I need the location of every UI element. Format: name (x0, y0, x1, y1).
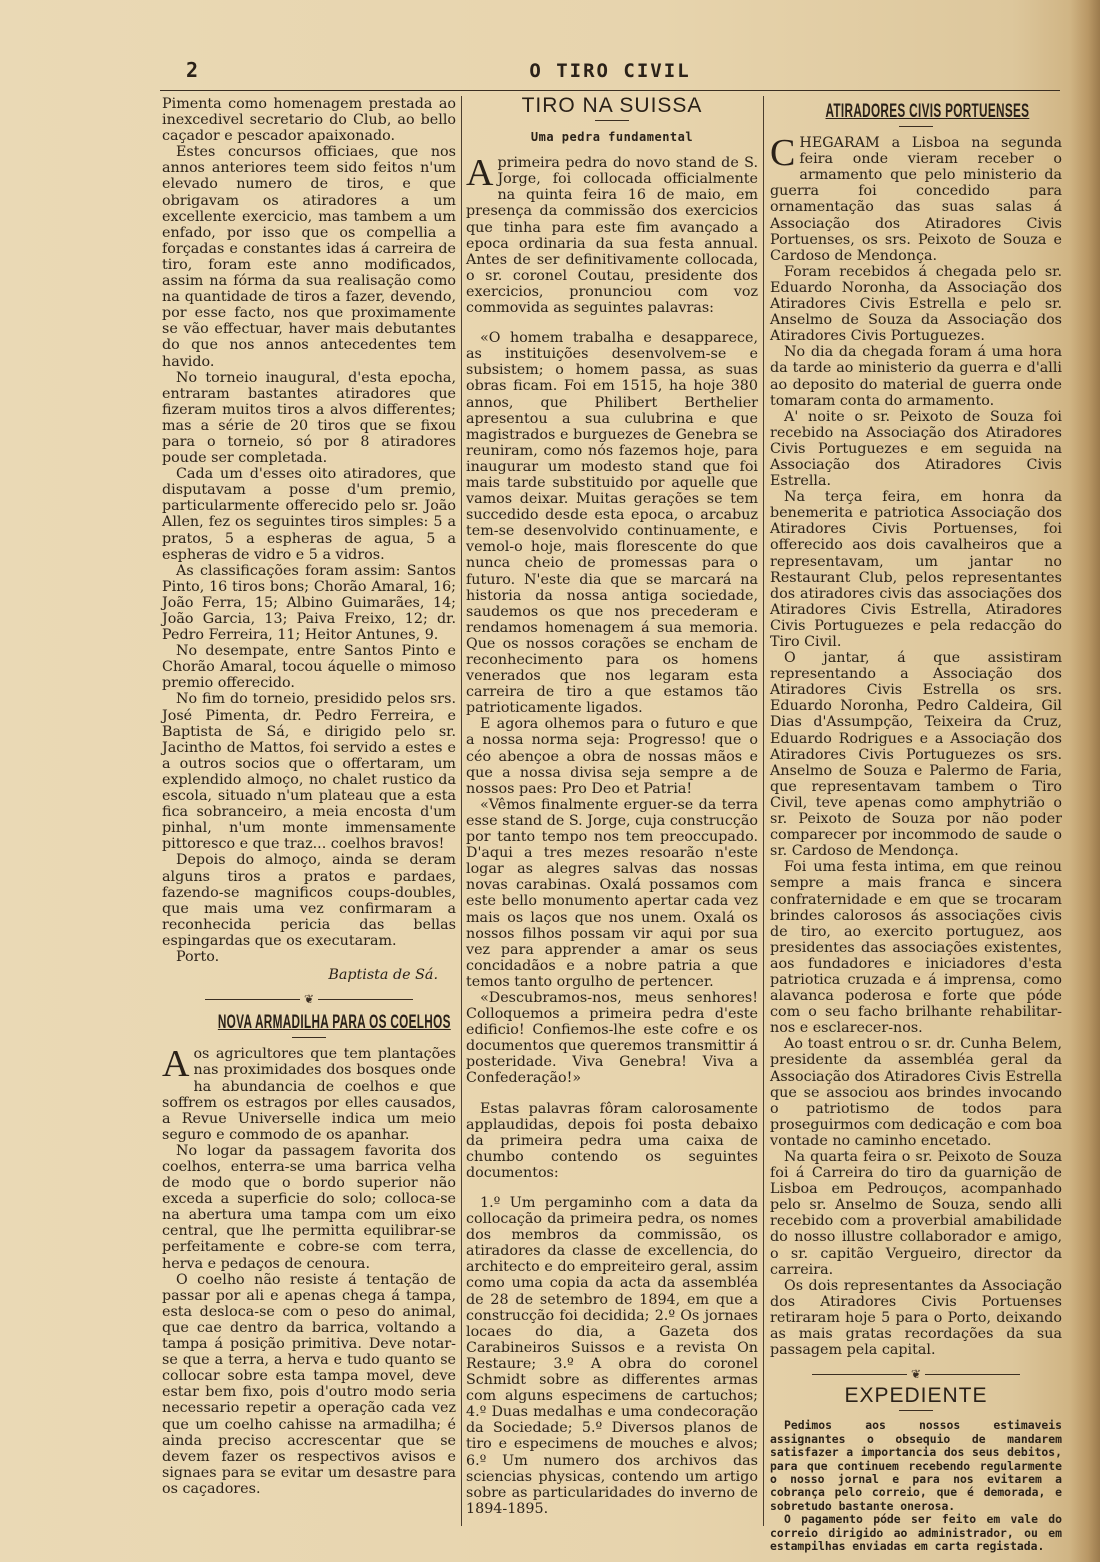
article-signature: Baptista de Sá. (328, 967, 438, 984)
article-paragraph: 1.º Um pergaminho com a data da collocação da primeira pedra, os nomes dos membros da commissão, os atiradores da classe de excellencia, do architecto e do empreiteiro geral, assim como uma copia da acta da assembléa de 28 de setembro de 1894, em que a construcção foi decidida; 2.º Os jornaes locaes do dia, a Gazeta dos Carabineiros Suissos e a revista On Restaure; 3.º A obra do coronel Schmidt sobre as differentes armas com alguns especimens de cartuchos; 4.º Duas medalhas e uma condecoração da Sociedade; 5.º Diversos planos de tiro e especimens de mouches e alvos; 6.º Um numero dos archivos das sciencias physicas, contendo um artigo sobre as particularidades do inverno de 1894-1895. (466, 1195, 758, 1517)
section-title-expediente: EXPEDIENTE (844, 1384, 988, 1408)
article-paragraph: «Vêmos finalmente erguer-se da terra esse stand de S. Jorge, cuja construcção por tanto tempo nos tem preoccupado. D'aqui a tres mezes resoarão n'este logar as alegres salvas das nossas novas carabinas. Oxalá possamos com este bello monumento apertar cada vez mais os laços que nos unem. Oxalá os nossos filhos possam vir aqui por sua vez para apprender a amar os seus concidadãos e a nobre patria a que temos tanto orgulho de pertencer. (466, 796, 758, 990)
ornament-glyph: ❦ (303, 992, 315, 1007)
title-rule (595, 120, 629, 121)
article-paragraph: Estas palavras fôram calorosamente applaudidas, depois foi posta debaixo da primeira pedra uma caixa de chumbo contendo os seguintes documentos: (466, 1100, 758, 1181)
title-rule (899, 126, 933, 127)
header-rule (160, 90, 1060, 91)
article-paragraph: O jantar, á que assistiram representando a Associação dos Atiradores Civis Estrella os srs. Eduardo Noronha, Pedro Caldeira, Gil Dias d'Assumpção, Teixeira da Cruz, Eduardo Rodrigues e a Associação dos Atiradores Civis Portuguezes os srs. Anselmo de Souza e Palermo de Faria, que representavam tambem o Tiro Civil, teve apenas como amphytrião o sr. Peixoto de Souza por não poder comparecer por incommodo de saude o sr. Cardoso de Mendonça. (770, 650, 1062, 860)
section-subtitle: Uma pedra fundamental (530, 130, 694, 145)
title-rule (899, 1410, 933, 1411)
article-text: a Lisboa na segunda feira onde vieram receber o armamento que pelo ministerio da guerra foi concedido para ornamentação das suas salas á Associação dos Atiradores Civis Portuenses, os srs. Peixoto de Souza e Cardoso de Mendonça. (770, 135, 1063, 264)
article-paragraph: Na quarta feira o sr. Peixoto de Souza foi á Carreira do tiro da guarnição de Lisboa em Pedrouços, acompanhado pelo sr. Anselmo de Souza, sendo alli recebido com a proverbial amabilidade do nosso illustre collaborador e amigo, o sr. capitão Vergueiro, director da carreira. (770, 1149, 1062, 1278)
section-title-atiradores: ATIRADORES CIVIS PORTUENSES (825, 101, 1030, 122)
article-paragraph: Os dois representantes da Associação dos Atiradores Civis Portuenses retiraram hoje 5 para o Porto, deixando as mais gratas recordações da sua passagem pela capital. (770, 1277, 1062, 1359)
article-paragraph: No logar da passagem favorita dos coelhos, enterra-se uma barrica velha de modo que o bordo superior não exceda a superficie do solo; colloca-se na abertura uma tampa com um eixo central, que lhe permitta equilibrar-se perfeitamente e cobre-se com terra, herva e pedaços de cenoura. (162, 1142, 456, 1272)
article-paragraph: No dia da chegada foram á uma hora da tarde ao ministerio da guerra e d'alli ao deposito do material de guerra onde tomaram conta do armamento. (770, 344, 1062, 409)
article-paragraph: «Descubramos-nos, meus senhores! Colloquemos a primeira pedra d'este edificio! Confiemos-lhe este cofre e os documentos que queremos transmittir á posteridade. Viva Genebra! Viva a Confederação!» (466, 989, 758, 1087)
article-paragraph: O coelho não resiste á tentação de passar por ali e apenas chega á tampa, esta desloca-se com o peso do animal, que cae dentro da barrica, voltando a tampa á posição primitiva. Deve notar-se que a terra, a herva e tudo quanto se collocar sobre esta tampa movel, deve estar bem fixo, pois d'outro modo seria necessario repetir a operação cada vez que um coelho cahisse na armadilha; é ainda preciso accrescentar que se devem fazer os respectivos avisos e signaes para se evitar um desastre para os caçadores. (162, 1271, 456, 1497)
drop-cap: A (466, 152, 494, 195)
section-ornament (770, 1366, 1062, 1382)
article-paragraph: No desempate, entre Santos Pinto e Chorão Amaral, tocou áquelle o mimoso premio offerecido. (162, 643, 456, 692)
article-text: primeira pedra do novo stand de S. Jorge, foi collocada officialmente na quinta feira 16 de maio, em presença da commissão dos exercicios que tinha para este fim avançado a epoca ordinaria da sua festa annual. Antes de ser definitivamente collocada, o sr. coronel Coutau, presidente dos exercicios, pronunciou com voz commovida as seguintes palavras: (466, 155, 758, 317)
article-paragraph: E agora olhemos para o futuro e que a nossa norma seja: Progresso! que o céo abençoe a obra de nossas mãos e que a nossa divisa seja sempre a de nossos paes: Pro Deo et Patria! (466, 716, 758, 797)
section-title-tiro-suissa: TIRO NA SUISSA (521, 94, 703, 117)
ornament-glyph: ❦ (910, 1367, 922, 1382)
article-paragraph: Foi uma festa intima, em que reinou sempre a mais franca e sincera confraternidade e em que se trocaram brindes calorosos ás associações civis de tiro, ao exercito portuguez, aos presidentes das associações existentes, aos fundadores e iniciadores d'esta patriotica cruzada e á imprensa, como alavanca poderosa e forte que póde com o seu facho brilhante rehabilitar-nos e esclarecer-nos. (770, 859, 1062, 1037)
drop-cap: C (770, 132, 796, 175)
article-paragraph (162, 1043, 456, 1143)
column-right (770, 96, 1063, 1554)
article-text: os agricultores que tem plantações nas proximidades dos bosques onde ha abundancia de coelhos e que soffrem os estragos por elles causados, a Revue Universelle indica um meio seguro e commodo de os apanhar. (162, 1046, 456, 1143)
article-paragraph: Depois do almoço, ainda se deram alguns tiros a pratos e pardaes, fazendo-se magnificos coups-doubles, que mais uma vez confirmaram a reconhecida pericia das bellas espingardas que os executaram. (162, 852, 456, 949)
article-paragraph: Porto. (176, 948, 220, 965)
masthead-title: O TIRO CIVIL (529, 60, 691, 82)
article-paragraph: Cada um d'esses oito atiradores, que disputavam a posse d'um premio, particularmente offerecido pelo sr. João Allen, fez os seguintes tiros simples: 5 a pratos, 5 a espheras de agua, 5 a espheras de vidro e 5 a vidros. (162, 466, 456, 563)
article-paragraph: Pimenta como homenagem prestada ao inexcedivel secretario do Club, ao bello caçador e pescador apaixonado. (162, 96, 456, 145)
notice-paragraph: Pedimos aos nossos estimaveis assignantes o obsequio de mandarem satisfazer a importancia dos seus debitos, para que continuem recebendo regularmente o nosso jornal e para nos evitarem a cobrança pelo correio, que é demorada, e sobretudo bastante onerosa. (770, 1418, 1062, 1513)
page-number: 2 (186, 58, 199, 82)
notice-paragraph: O pagamento póde ser feito em vale do correio dirigido ao administrador, ou em estampilhas enviadas em carta registada. (770, 1512, 1062, 1554)
section-title-armadilha: NOVA ARMADILHA PARA OS COELHOS (217, 1012, 451, 1034)
article-paragraph: Estes concursos officiaes, que nos annos anteriores teem sido feitos n'um elevado numero de tiros, e que obrigavam os atiradores a um excellente exercicio, mas tambem a um enfado, por isso que os compellia a forçadas e constantes idas á carreira de tiro, foram este anno modificados, assim na fórma da sua realisação como na quantidade de tiros a fazer, devendo, por esse facto, nos que proximamente se vão effectuar, haver mais debutantes do que nos annos antecedentes tem havido. (162, 144, 456, 370)
column-divider (461, 96, 462, 1526)
first-word: HEGARAM (799, 135, 880, 152)
article-paragraph: Na terça feira, em honra da benemerita e patriotica Associação dos Atiradores Civis Portuenses, foi offerecido aos dois cavalheiros que a representavam, um jantar no Restaurant Club, pelos representantes dos atiradores civis das associações dos Atiradores Civis Estrella, Atiradores Civis Portuguezes e pela redacção do Tiro Civil. (770, 489, 1062, 650)
article-paragraph: «O homem trabalha e desapparece, as instituições desenvolvem-se e subsistem; o homem passa, as suas obras ficam. Foi em 1515, ha hoje 380 annos, que Philibert Berthelier apresentou a sua culubrina e que magistrados e burguezes de Genebra se reuniram, como nós fazemos hoje, para inaugurar um modesto stand que foi mais tarde substituido por aquelle que vamos deixar. Muitas gerações se tem succedido desde esta epoca, o arcabuz tem-se desenvolvido continuamente, e vemol-o hoje, mais florescente do que nunca cheio de promessas para o futuro. N'este dia que se marcará na historia da nossa antiga sociedade, saudemos os que nos precederam e rendamos homenagem á sua memoria. Que os nossos corações se encham de reconhecimento para os homens venerados que nos legaram esta carreira de tiro a que estamos tão patrioticamente ligados. (466, 330, 758, 717)
spacer (466, 316, 758, 330)
article-paragraph (770, 132, 1063, 264)
article-paragraph: As classificações foram assim: Santos Pinto, 16 tiros bons; Chorão Amaral, 16; João Ferra, 15; Albino Guimarães, 14; João Garcia, 13; Paiva Freixo, 12; dr. Pedro Ferreira, 11; Heitor Antunes, 9. (162, 562, 456, 644)
article-paragraph: Ao toast entrou o sr. dr. Cunha Belem, presidente da assembléa geral da Associação dos Atiradores Civis Estrella que se associou aos brindes invocando o patriotismo de todos para proseguirmos com dedicação e com boa vontade no caminho encetado. (770, 1036, 1062, 1149)
column-divider (763, 96, 764, 1526)
expediente-notice (770, 1419, 1062, 1553)
article-paragraph: Foram recebidos á chegada pelo sr. Eduardo Noronha, da Associação dos Atiradores Civis Estrella e pelo sr. Anselmo de Souza da Associação dos Atiradores Civis Portuguezes. (770, 263, 1062, 345)
column-middle (466, 96, 758, 1526)
page-header (160, 58, 1060, 88)
page-edge-shadow (1070, 0, 1100, 1562)
section-ornament (162, 991, 456, 1007)
article-paragraph (466, 152, 758, 317)
article-paragraph: A' noite o sr. Peixoto de Souza foi recebido na Associação dos Atiradores Civis Portuguezes e em seguida na Associação dos Atiradores Civis Estrella. (770, 408, 1062, 490)
drop-cap: A (162, 1043, 190, 1086)
title-rule (292, 1037, 326, 1038)
spacer (466, 1181, 758, 1195)
article-paragraph: No fim do torneio, presidido pelos srs. José Pimenta, dr. Pedro Ferreira, e Baptista de Sá, e dirigido pelo sr. Jacintho de Mattos, foi servido a estes e a outros socios que o offertaram, um explendido almoço, no chalet rustico da escola, situado n'um plateau que a esta fica sobranceiro, a meia encosta d'um pinhal, n'um monte immensamente pittoresco e que traz... coelhos bravos! (162, 691, 456, 853)
spacer (466, 1087, 758, 1101)
column-left (162, 96, 456, 1526)
article-paragraph: No torneio inaugural, d'esta epocha, entraram bastantes atiradores que fizeram muitos tiros a alvos differentes; mas a série de 20 tiros que se fixou para o torneio, só por 8 atiradores poude ser completada. (162, 369, 456, 467)
